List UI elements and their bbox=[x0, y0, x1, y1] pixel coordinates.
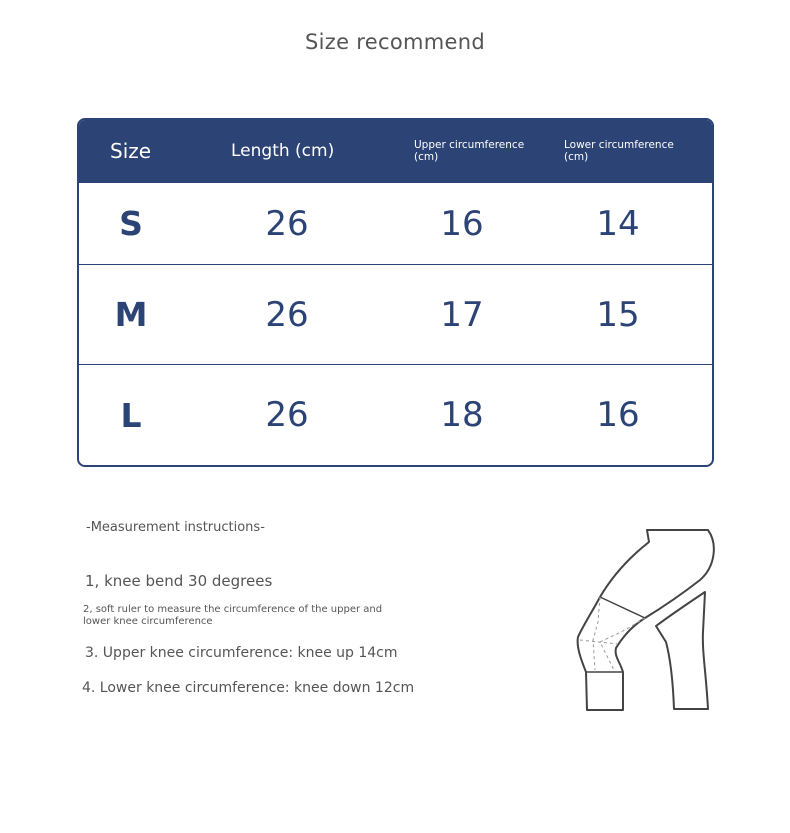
length-cell: 26 bbox=[265, 294, 309, 335]
upper-cell: 18 bbox=[440, 395, 484, 435]
length-cell: 26 bbox=[265, 395, 309, 435]
instruction-step-4: 4. Lower knee circumference: knee down 12cm bbox=[82, 680, 415, 696]
lower-cell: 15 bbox=[596, 294, 640, 335]
back-leg-outline bbox=[656, 592, 708, 709]
upper-band-line bbox=[600, 597, 645, 618]
instructions-heading: -Measurement instructions- bbox=[86, 520, 265, 535]
length-cell: 26 bbox=[265, 203, 309, 244]
instruction-step-3: 3. Upper knee circumference: knee up 14cm bbox=[85, 645, 398, 661]
upper-cell: 17 bbox=[440, 294, 484, 335]
table-row bbox=[79, 264, 712, 364]
header-size: Size bbox=[110, 139, 152, 163]
front-leg-outline bbox=[578, 530, 714, 710]
size-cell: L bbox=[120, 395, 142, 435]
size-cell: M bbox=[114, 295, 148, 334]
measure-dash-mid bbox=[580, 640, 618, 644]
header-length: Length (cm) bbox=[231, 141, 335, 161]
size-cell: S bbox=[119, 204, 143, 243]
table-row bbox=[79, 364, 712, 465]
instruction-step-1: 1, knee bend 30 degrees bbox=[85, 572, 273, 590]
header-upper-circumference: Upper circumference (cm) bbox=[414, 139, 525, 163]
table-row bbox=[79, 182, 712, 264]
knee-illustration bbox=[570, 522, 720, 716]
upper-cell: 16 bbox=[440, 203, 484, 244]
size-table bbox=[77, 118, 714, 467]
lower-cell: 14 bbox=[596, 203, 640, 244]
instruction-step-2: 2, soft ruler to measure the circumference of the upper and lower knee circumference bbox=[83, 604, 383, 627]
measure-dash-right bbox=[600, 618, 645, 670]
page-title: Size recommend bbox=[305, 30, 485, 54]
table-header bbox=[79, 120, 712, 182]
header-lower-circumference: Lower circumference (cm) bbox=[564, 139, 674, 163]
lower-cell: 16 bbox=[596, 395, 640, 435]
